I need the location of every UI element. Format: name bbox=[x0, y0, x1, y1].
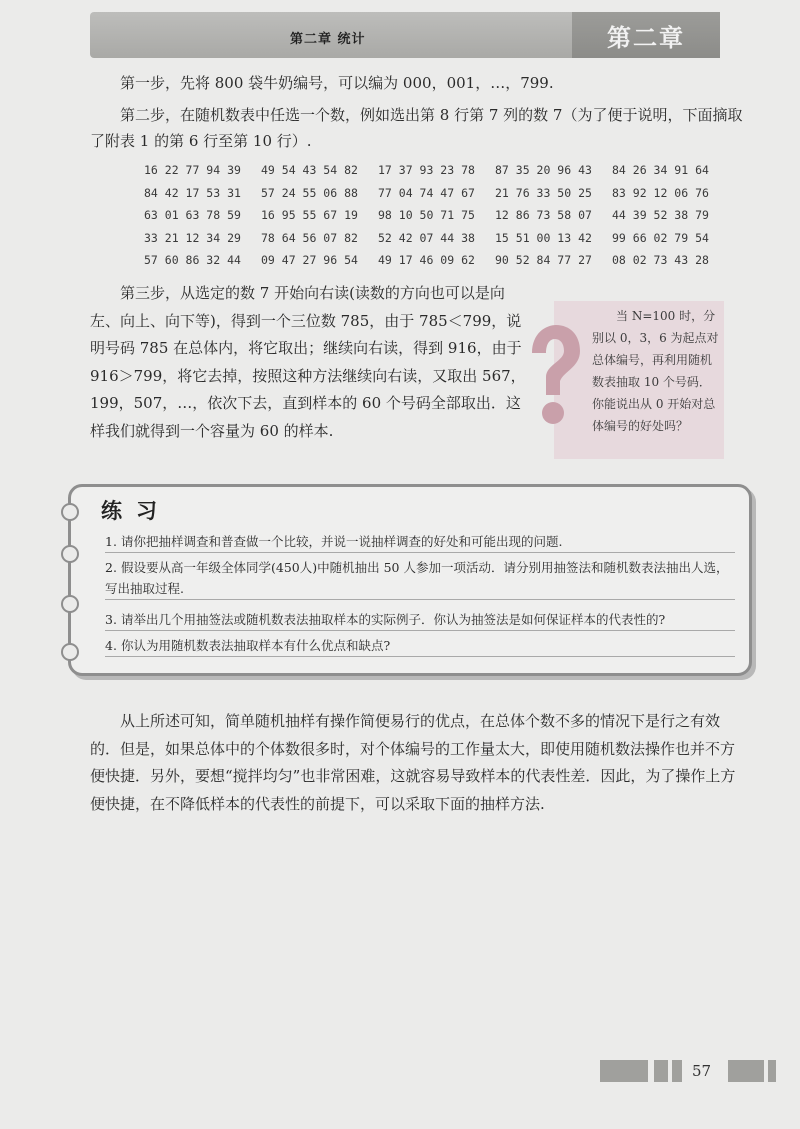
number-group: 83 92 12 06 76 bbox=[612, 185, 709, 200]
number-group: 12 86 73 58 07 bbox=[495, 208, 592, 223]
footer-decoration bbox=[728, 1060, 764, 1082]
exercise-item-text: 请举出几个用抽签法或随机数表法抽取样本的实际例子．你认为抽签法是如何保证样本的代表性的? bbox=[120, 612, 666, 627]
exercise-item-number: 3. bbox=[105, 612, 117, 627]
number-group: 21 76 33 50 25 bbox=[495, 185, 592, 200]
random-number-table bbox=[144, 159, 744, 272]
exercise-box bbox=[68, 484, 752, 676]
number-group: 63 01 63 78 59 bbox=[144, 208, 241, 223]
number-group: 15 51 00 13 42 bbox=[495, 230, 592, 245]
number-group: 84 26 34 91 64 bbox=[612, 163, 709, 178]
number-group: 52 42 07 44 38 bbox=[378, 230, 475, 245]
section-title: 第二章 统计 bbox=[290, 32, 366, 47]
exercise-item-number: 4. bbox=[105, 638, 117, 653]
exercise-item-number: 2. bbox=[105, 560, 117, 575]
number-group: 57 24 55 06 88 bbox=[261, 185, 358, 200]
table-row bbox=[144, 227, 744, 250]
table-row bbox=[144, 159, 744, 182]
exercise-item-text: 请你把抽样调查和普查做一个比较，并说一说抽样调查的好处和可能出现的问题. bbox=[120, 534, 563, 549]
chapter-tab: 第二章 bbox=[572, 12, 720, 58]
binder-ring-icon bbox=[61, 503, 79, 521]
footer-decoration bbox=[672, 1060, 682, 1082]
number-group: 77 04 74 47 67 bbox=[378, 185, 475, 200]
exercise-item bbox=[105, 531, 735, 553]
exercise-item bbox=[105, 557, 735, 600]
footer-decoration bbox=[768, 1060, 776, 1082]
number-group: 16 95 55 67 19 bbox=[261, 208, 358, 223]
number-group: 44 39 52 38 79 bbox=[612, 208, 709, 223]
footer-decoration bbox=[654, 1060, 668, 1082]
number-group: 16 22 77 94 39 bbox=[144, 163, 241, 178]
number-group: 57 60 86 32 44 bbox=[144, 253, 241, 268]
conclusion-paragraph: 从上所述可知，简单随机抽样有操作简便易行的优点，在总体个数不多的情况下是行之有效的．但是，如果总体中的个体数很多时，对个体编号的工作量太大，即使用随机数法操作也并不方便快捷．另外，要想“搅拌均匀”也非常困难，这就容易导致样本的代表性差．因此，为了操作上方便快捷，在不降低样本的代表性的前提下，可以采取下面的抽样方法. bbox=[90, 712, 736, 813]
footer-decoration bbox=[600, 1060, 648, 1082]
exercise-title: 练习 bbox=[101, 499, 171, 523]
binder-ring-icon bbox=[61, 595, 79, 613]
exercise-item bbox=[105, 609, 735, 631]
step3-paragraph: 第三步，从选定的数 7 开始向右读(读数的方向也可以是向左、向上、向下等)，得到一个三位数 785，由于 785＜799，说明号码 785 在总体内，将它取出；继续向右读，得到 916，由于 916＞799，将它去掉，按照这种方法继续向右读，又取出 567，199，507，…，依次下去，直到样本的 60 个号码全部取出．这样我们就得到一个容量为 60 的样本. bbox=[90, 284, 526, 440]
page-number: 57 bbox=[692, 1062, 712, 1080]
number-group: 08 02 73 43 28 bbox=[612, 253, 709, 268]
binder-ring-icon bbox=[61, 545, 79, 563]
side-note bbox=[554, 301, 724, 459]
number-group: 98 10 50 71 75 bbox=[378, 208, 475, 223]
number-group: 84 42 17 53 31 bbox=[144, 185, 241, 200]
exercise-item-text: 假设要从高一年级全体同学(450人)中随机抽出 50 人参加一项活动．请分别用抽签法和随机数表法抽出人选，写出抽取过程. bbox=[105, 560, 729, 596]
exercise-item-text: 你认为用随机数表法抽取样本有什么优点和缺点? bbox=[120, 638, 391, 653]
number-group: 90 52 84 77 27 bbox=[495, 253, 592, 268]
step2-paragraph: 第二步，在随机数表中任选一个数，例如选出第 8 行第 7 列的数 7（为了便于说明，下面摘取了附表 1 的第 6 行至第 10 行）. bbox=[90, 106, 743, 150]
binder-ring-icon bbox=[61, 643, 79, 661]
question-mark-icon bbox=[526, 323, 582, 433]
table-row bbox=[144, 204, 744, 227]
number-group: 99 66 02 79 54 bbox=[612, 230, 709, 245]
page-footer bbox=[600, 1060, 790, 1082]
step1-paragraph: 第一步，先将 800 袋牛奶编号，可以编为 000，001，…，799. bbox=[120, 74, 554, 92]
table-row bbox=[144, 182, 744, 205]
number-group: 33 21 12 34 29 bbox=[144, 230, 241, 245]
number-group: 17 37 93 23 78 bbox=[378, 163, 475, 178]
side-note-text: 当 N=100 时，分别以 0，3，6 为起点对总体编号，再利用随机数表抽取 10 个号码．你能说出从 0 开始对总体编号的好处吗？ bbox=[592, 309, 719, 433]
number-group: 78 64 56 07 82 bbox=[261, 230, 358, 245]
table-row bbox=[144, 249, 744, 272]
page-header bbox=[90, 12, 720, 58]
number-group: 49 17 46 09 62 bbox=[378, 253, 475, 268]
number-group: 09 47 27 96 54 bbox=[261, 253, 358, 268]
exercise-item bbox=[105, 635, 735, 657]
exercise-item-number: 1. bbox=[105, 534, 117, 549]
number-group: 49 54 43 54 82 bbox=[261, 163, 358, 178]
number-group: 87 35 20 96 43 bbox=[495, 163, 592, 178]
